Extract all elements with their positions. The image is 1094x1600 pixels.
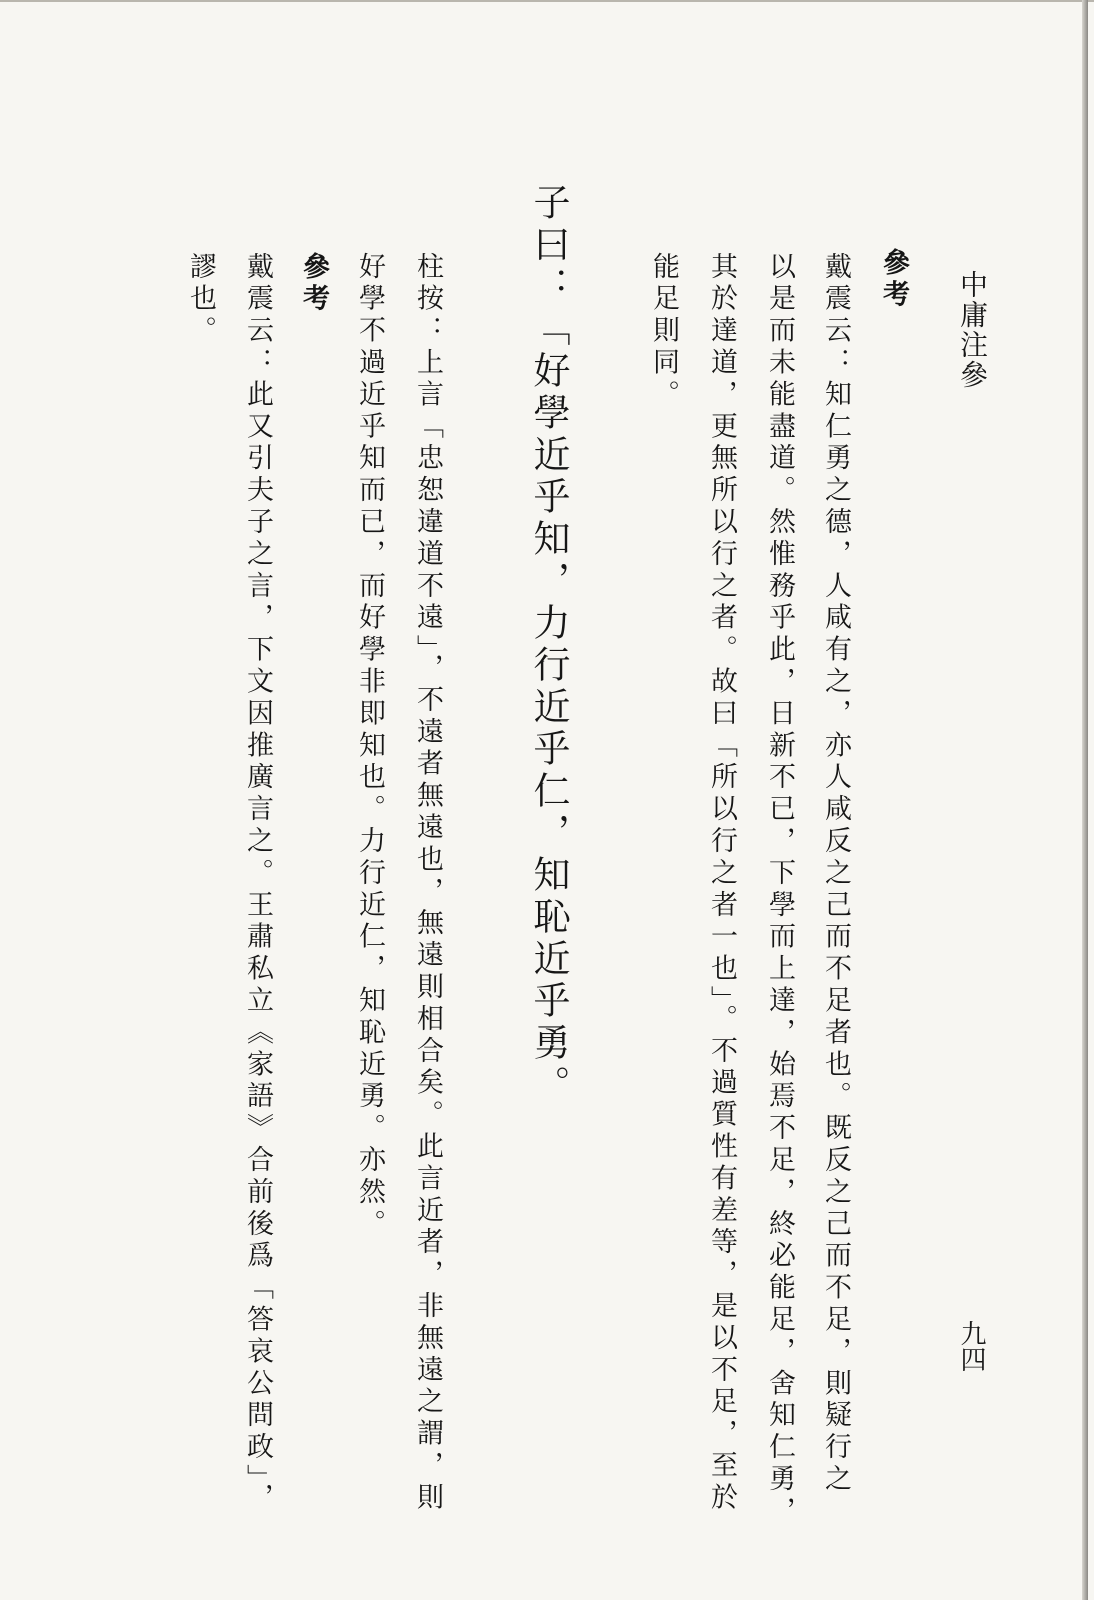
- section-heading-cankao-2: 參考: [298, 252, 329, 316]
- commentary-zhu-an-2: 好學不過近乎知而已，而好學非即知也。力行近仁，知恥近勇。亦然。: [354, 252, 385, 1241]
- text-column-dai-zhen-1: 戴震云：知仁勇之德，人咸有之，亦人咸反之己而不足者也。既反之己而不足，則疑行之: [820, 252, 851, 1497]
- running-header-title: 中庸注參: [956, 270, 989, 390]
- text-column-dai-zhen-3: 其於達道，更無所以行之者。故曰「所以行之者一也」。不過質性有差等，是以不足，至於: [706, 252, 737, 1515]
- section-heading-cankao-1: 參考: [878, 248, 909, 312]
- page-number: 九四: [956, 1320, 986, 1372]
- text-column-dai-zhen-4: 能足則同。: [648, 252, 679, 412]
- text-column-dai-zhen-2: 以是而未能盡道。然惟務乎此，日新不已，下學而上達，始焉不足，終必能足，舍知仁勇，: [764, 252, 795, 1528]
- scan-top-edge: [0, 0, 1094, 2]
- scan-right-edge: [1082, 0, 1088, 1600]
- text-column-dai-zhen-6: 謬也。: [185, 252, 216, 348]
- main-text-zi-yue: 子曰：「好學近乎知，力行近乎仁，知恥近乎勇。: [527, 183, 570, 1107]
- text-column-dai-zhen-5: 戴震云：此又引夫子之言，下文因推廣言之。王肅私立《家語》合前後爲「答哀公問政」，: [242, 252, 273, 1515]
- commentary-zhu-an-1: 柱按：上言「忠恕違道不遠」，不遠者無遠也，無遠則相合矣。此言近者，非無遠之謂，則: [412, 252, 443, 1515]
